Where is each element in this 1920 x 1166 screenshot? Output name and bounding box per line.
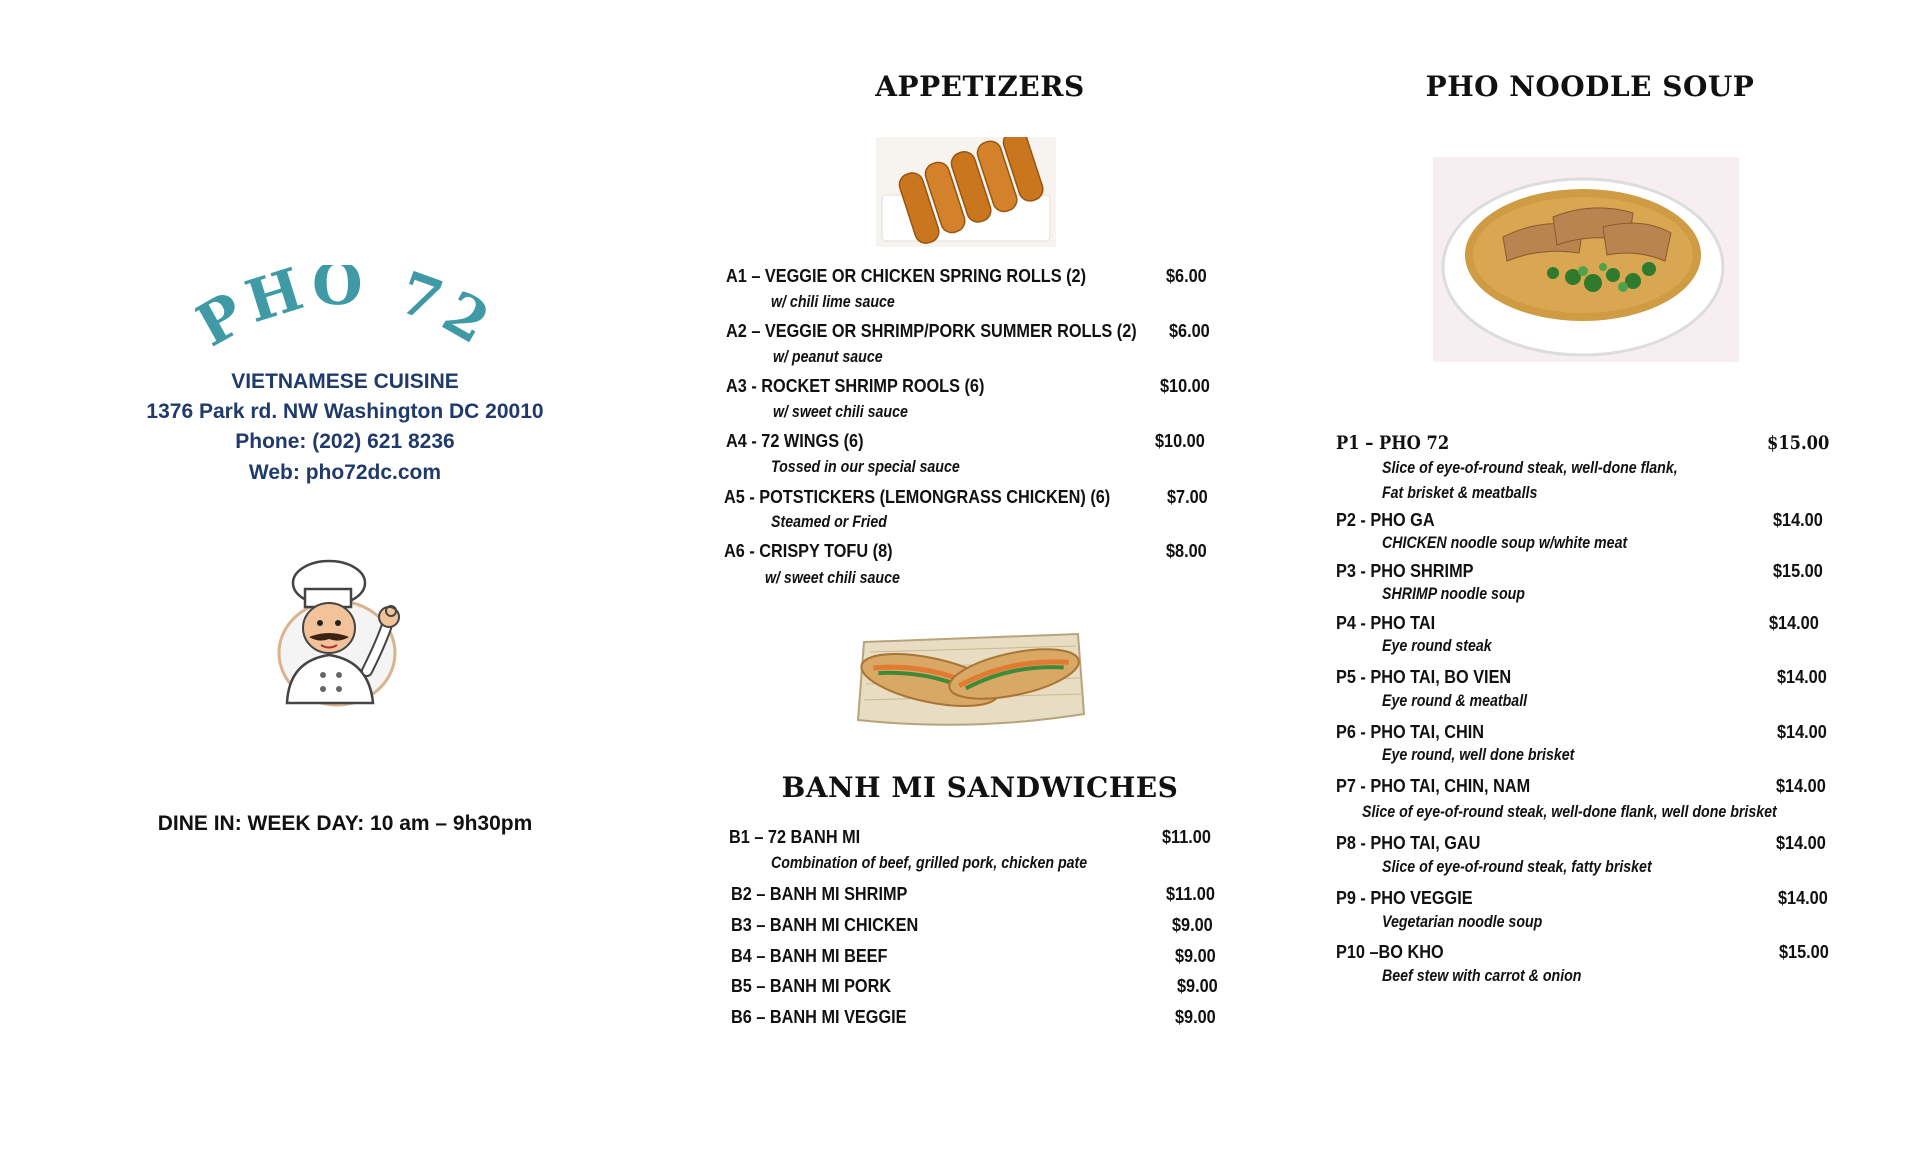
pho-bowl-photo — [1433, 157, 1739, 362]
item-price: $14.00 — [1773, 509, 1823, 530]
item-price: $9.00 — [1172, 914, 1213, 935]
item-name: A3 - ROCKET SHRIMP ROOLS (6) — [726, 375, 985, 396]
item-price: $14.00 — [1776, 832, 1826, 853]
item-description: Slice of eye-of-round steak, well-done flank, — [1382, 459, 1678, 477]
item-description: Eye round & meatball — [1382, 692, 1528, 710]
item-name: A1 – VEGGIE OR CHICKEN SPRING ROLLS (2) — [726, 265, 1087, 286]
item-description: SHRIMP noodle soup — [1382, 585, 1525, 603]
hours-text: DINE IN: WEEK DAY: 10 am – 9h30pm — [157, 812, 533, 835]
item-name: P5 - PHO TAI, BO VIEN — [1336, 666, 1512, 687]
item-name: P7 - PHO TAI, CHIN, NAM — [1336, 775, 1531, 796]
item-name: B1 – 72 BANH MI — [729, 826, 861, 847]
item-description: Vegetarian noodle soup — [1382, 913, 1543, 931]
banh-mi-title: BANH MI SANDWICHES — [781, 771, 1179, 804]
item-description: w/ sweet chili sauce — [765, 569, 900, 587]
item-price: $9.00 — [1177, 975, 1218, 996]
item-price: $14.00 — [1777, 721, 1827, 742]
item-description: Slice of eye-of-round steak, well-done flank, well done brisket — [1362, 803, 1777, 821]
item-name: P2 - PHO GA — [1336, 509, 1435, 530]
item-description: w/ peanut sauce — [773, 348, 883, 366]
item-description: Combination of beef, grilled pork, chicken pate — [771, 854, 1088, 872]
item-name: B5 – BANH MI PORK — [731, 975, 892, 996]
item-price: $11.00 — [1166, 883, 1215, 904]
svg-text:PHO 72 — [195, 265, 495, 360]
item-name: B3 – BANH MI CHICKEN — [731, 914, 919, 935]
item-price: $15.00 — [1767, 433, 1830, 454]
website-text: Web: pho72dc.com — [248, 461, 442, 484]
spring-rolls-photo — [876, 137, 1056, 247]
pho72-logo — [195, 265, 495, 365]
logo-text: HO 7 — [238, 265, 457, 338]
item-name: A2 – VEGGIE OR SHRIMP/PORK SUMMER ROLLS (2) — [726, 320, 1137, 341]
item-price: $11.00 — [1162, 826, 1211, 847]
item-price: $15.00 — [1773, 560, 1823, 581]
item-description: Eye round, well done brisket — [1382, 746, 1575, 764]
item-description: CHICKEN noodle soup w/white meat — [1382, 534, 1628, 552]
item-description: w/ chili lime sauce — [771, 293, 895, 311]
item-price: $6.00 — [1169, 320, 1210, 341]
item-price: $9.00 — [1175, 945, 1216, 966]
item-description: Beef stew with carrot & onion — [1382, 967, 1582, 985]
item-price: $7.00 — [1167, 486, 1208, 507]
item-name: A5 - POTSTICKERS (LEMONGRASS CHICKEN) (6) — [724, 486, 1111, 507]
item-price: $8.00 — [1166, 540, 1207, 561]
item-name: P1 – PHO 72 — [1336, 433, 1450, 454]
item-price: $14.00 — [1776, 775, 1826, 796]
cuisine-label: VIETNAMESE CUISINE — [231, 370, 459, 393]
item-price: $14.00 — [1769, 612, 1819, 633]
phone-text: Phone: (202) 621 8236 — [235, 430, 455, 453]
item-description-line2: Fat brisket & meatballs — [1382, 484, 1538, 502]
item-description: Slice of eye-of-round steak, fatty brisket — [1382, 858, 1652, 876]
item-price: $9.00 — [1175, 1006, 1216, 1027]
item-price: $10.00 — [1155, 430, 1205, 451]
appetizers-title: APPETIZERS — [875, 70, 1085, 103]
item-name: P4 - PHO TAI — [1336, 612, 1436, 633]
chef-mascot-icon — [265, 553, 415, 708]
item-price: $15.00 — [1779, 941, 1829, 962]
item-price: $10.00 — [1160, 375, 1210, 396]
address-text: 1376 Park rd. NW Washington DC 20010 — [146, 400, 544, 423]
item-price: $14.00 — [1778, 887, 1828, 908]
item-price: $14.00 — [1777, 666, 1827, 687]
item-description: Steamed or Fried — [771, 513, 887, 531]
item-name: B2 – BANH MI SHRIMP — [731, 883, 908, 904]
item-description: Tossed in our special sauce — [771, 458, 960, 476]
item-description: w/ sweet chili sauce — [773, 403, 908, 421]
item-name: P8 - PHO TAI, GAU — [1336, 832, 1481, 853]
pho-title: PHO NOODLE SOUP — [1425, 70, 1755, 103]
banh-mi-photo — [850, 622, 1092, 737]
item-name: P6 - PHO TAI, CHIN — [1336, 721, 1485, 742]
item-name: P10 –BO KHO — [1336, 941, 1444, 962]
item-price: $6.00 — [1166, 265, 1207, 286]
item-name: B6 – BANH MI VEGGIE — [731, 1006, 907, 1027]
item-description: Eye round steak — [1382, 637, 1492, 655]
item-name: P3 - PHO SHRIMP — [1336, 560, 1474, 581]
item-name: A6 - CRISPY TOFU (8) — [724, 540, 893, 561]
item-name: P9 - PHO VEGGIE — [1336, 887, 1473, 908]
item-name: B4 – BANH MI BEEF — [731, 945, 888, 966]
item-name: A4 - 72 WINGS (6) — [726, 430, 864, 451]
